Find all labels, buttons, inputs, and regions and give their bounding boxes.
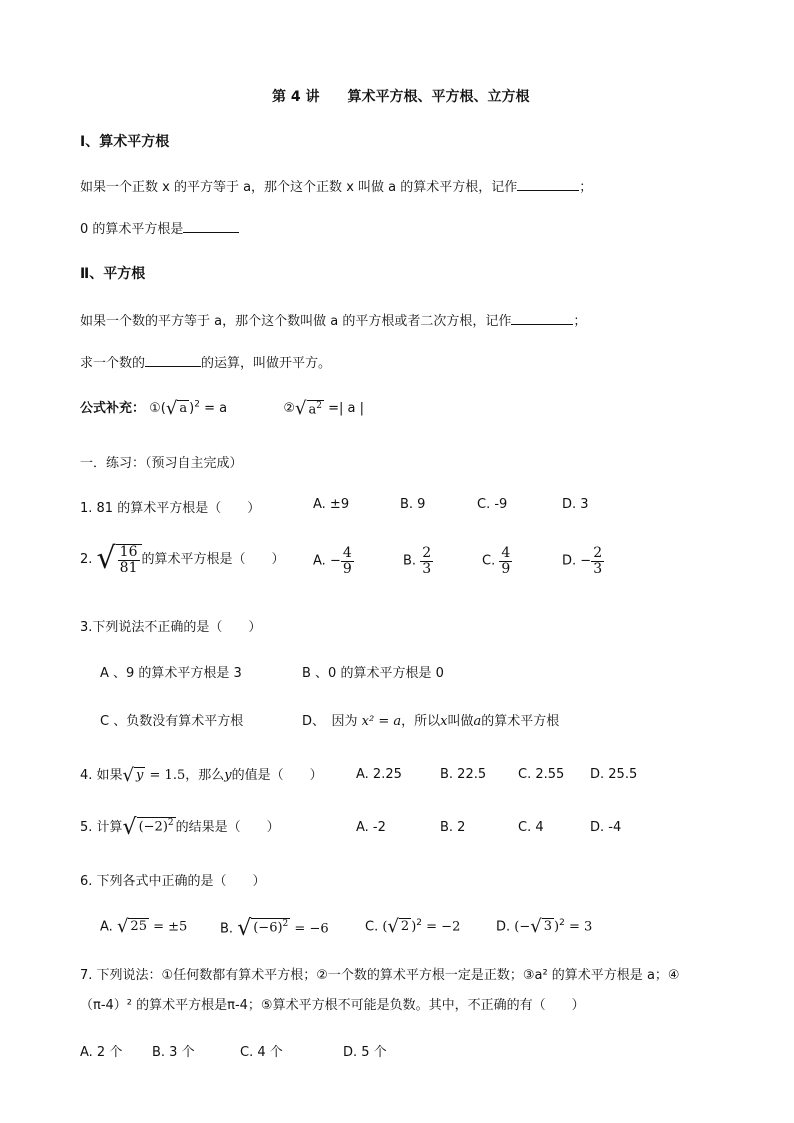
q7-option-a[interactable]: A. 2 个 [80,1045,123,1060]
q2-option-a[interactable]: A. − $\frac{4}{9}$ [313,545,352,577]
radical: √ 2 [387,916,410,937]
q2-option-c[interactable]: C. $\frac{4}{9}$ [482,545,511,577]
q5-option-d[interactable]: D. -4 [590,820,622,835]
radical: √ $a^2$ [295,397,322,419]
zero-arithmetic-root: 0 的算术平方根是 [80,218,239,237]
q1-option-d[interactable]: D. 3 [562,497,589,512]
radical: √ a [165,397,188,419]
answer-blank[interactable] [517,177,579,191]
q1-option-a[interactable]: A. ±9 [313,497,350,512]
question-6: 6. 下列各式中正确的是（ ） [80,874,266,889]
radical: √ 25 [116,916,147,937]
exercise-heading: 一．练习：（预习自主完成） [80,456,243,471]
section-heading-arithmetic-root: Ⅰ、算术平方根 [80,134,170,150]
q4-option-b[interactable]: B. 22.5 [440,767,487,782]
q5-option-c[interactable]: C. 4 [518,820,544,835]
q3-option-d[interactable]: D、 因为 x² = a，所以x叫做a的算术平方根 [302,714,560,729]
q3-option-a[interactable]: A 、9 的算术平方根是 3 [100,666,242,681]
q5-option-a[interactable]: A. -2 [356,820,386,835]
answer-blank[interactable] [145,353,201,367]
q7-option-c[interactable]: C. 4 个 [240,1045,283,1060]
answer-blank[interactable] [183,219,239,233]
q6-option-a[interactable]: A. √ 25 = ±5 [100,916,188,937]
page-title: 第 4 讲 算术平方根、平方根、立方根 [272,89,530,105]
q5-option-b[interactable]: B. 2 [440,820,466,835]
definition-arithmetic-root: 如果一个正数 x 的平方等于 a，那个这个正数 x 叫做 a 的算术平方根，记作 ； [80,176,592,195]
q7-option-d[interactable]: D. 5 个 [343,1045,387,1060]
definition-square-root: 如果一个数的平方等于 a，那个这个数叫做 a 的平方根或者二次方根，记作 ； [80,310,586,329]
q7-option-b[interactable]: B. 3 个 [152,1045,195,1060]
q4-option-c[interactable]: C. 2.55 [518,767,565,782]
question-7-line-1: 7. 下列说法：①任何数都有算术平方根；②一个数的算术平方根一定是正数；③a² 的算术平方根是 a；④ [80,968,680,983]
radical: √ $(-6)^2$ [237,916,289,941]
q6-option-b[interactable]: B. √ $(-6)^2$ = −6 [220,916,329,941]
question-5: 5. 计算 √ $(-2)^2$ 的结果是（ ） [80,814,280,840]
answer-blank[interactable] [511,311,573,325]
radical: √ $(-2)^2$ [122,814,174,840]
radical: √ $\frac{16}{81}$ [97,544,142,575]
q2-option-d[interactable]: D. − $\frac{2}{3}$ [562,545,603,577]
q4-option-a[interactable]: A. 2.25 [356,767,402,782]
q2-option-b[interactable]: B. $\frac{2}{3}$ [403,545,432,577]
q1-option-b[interactable]: B. 9 [400,497,426,512]
radical: √ y [122,764,144,786]
question-3: 3.下列说法不正确的是（ ） [80,620,262,635]
radical: √ 3 [530,916,553,937]
section-heading-square-root: Ⅱ、平方根 [80,266,146,282]
question-1: 1. 81 的算术平方根是（ ） [80,501,261,516]
formula-supplement: 公式补充： ①( √ a )$^2$ = a ② √ $a^2$ =| a | [80,397,365,419]
question-2: 2. √ $\frac{16}{81}$ 的算术平方根是（ ） [80,541,285,576]
q4-option-d[interactable]: D. 25.5 [590,767,638,782]
q1-option-c[interactable]: C. -9 [477,497,508,512]
q6-option-c[interactable]: C. ( √ 2 )$^2$ = −2 [365,916,461,937]
q3-option-c[interactable]: C 、负数没有算术平方根 [100,714,244,729]
q3-option-b[interactable]: B 、0 的算术平方根是 0 [302,666,444,681]
question-4: 4. 如果 √ y = 1.5，那么y的值是（ ） [80,764,323,786]
q6-option-d[interactable]: D. (− √ 3 )$^2$ = 3 [496,916,593,937]
question-7-line-2: （π-4）² 的算术平方根是π-4；⑤算术平方根不可能是负数。其中，不正确的有（ ） [80,998,585,1013]
definition-extract-root: 求一个数的 的运算，叫做开平方。 [80,352,331,371]
